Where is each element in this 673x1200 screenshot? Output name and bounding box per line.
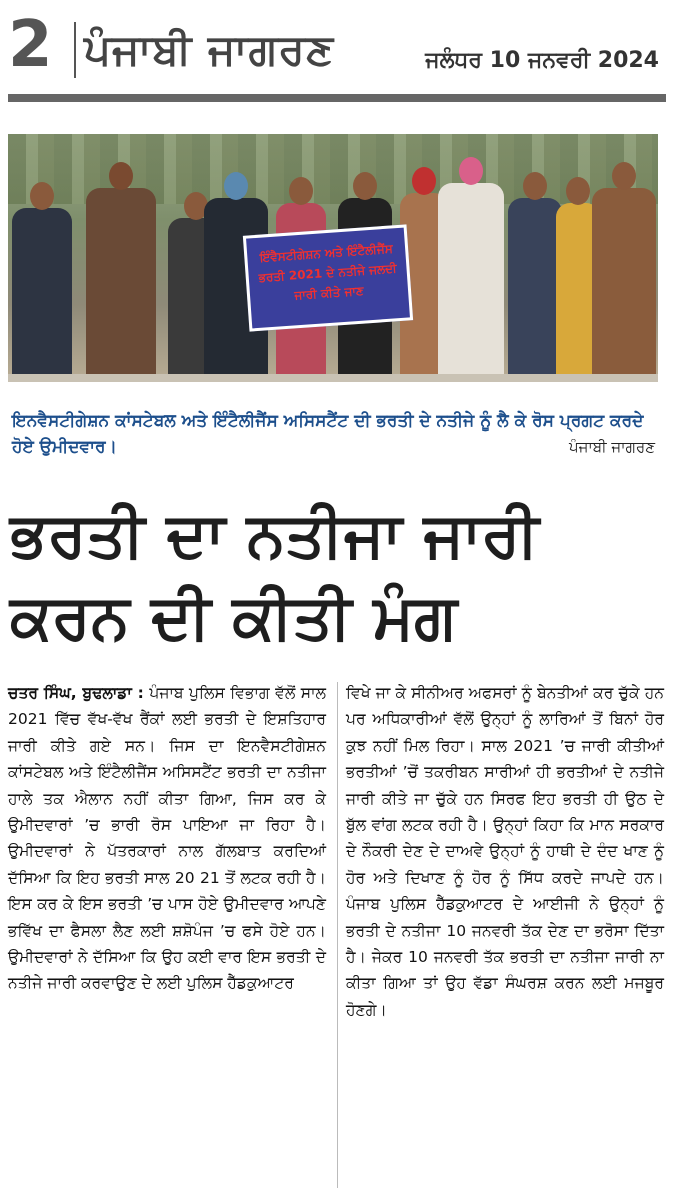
article-column-2 (346, 680, 664, 1023)
masthead-divider (74, 22, 76, 78)
masthead-rule (8, 94, 666, 102)
photo-person (86, 188, 156, 378)
masthead (0, 0, 673, 104)
byline: ਚਤਰ ਸਿੰਘ, ਬੁਢਲਾਡਾ : (8, 684, 144, 702)
photo-person (508, 198, 562, 378)
protest-banner: ਇੰਵੈਸਟੀਗੇਸ਼ਨ ਅਤੇ ਇੰਟੈਲੀਜੈਂਸ ਭਰਤੀ 2021 ਦੇ ਨਤੀਜੇ ਜਲਦੀ ਜਾਰੀ ਕੀਤੇ ਜਾਣ (243, 224, 413, 331)
news-photo (8, 134, 658, 378)
photo-caption: ਇਨਵੈਸਟੀਗੇਸ਼ਨ ਕਾਂਸਟੇਬਲ ਅਤੇ ਇੰਟੈਲੀਜੈਂਸ ਅਸਿਸਟੈਂਟ ਦੀ ਭਰਤੀ ਦੇ ਨਤੀਜੇ ਨੂੰ ਲੈ ਕੇ ਰੋਸ ਪ੍ਰਗਟ ਕਰਦੇ ਹੋਏ ਉਮੀਦਵਾਰ। (12, 411, 644, 457)
photo-person (438, 183, 504, 378)
photo-bottom-strip (8, 374, 658, 382)
dateline: ਜਲੰਧਰ 10 ਜਨਵਰੀ 2024 (425, 48, 659, 73)
photo-credit: ਪੰਜਾਬੀ ਜਾਗਰਣ (569, 438, 655, 456)
photo-person (592, 188, 656, 378)
article-column-1 (8, 680, 326, 997)
column-divider (337, 682, 338, 1188)
article-text-2: ਵਿਖੇ ਜਾ ਕੇ ਸੀਨੀਅਰ ਅਫਸਰਾਂ ਨੂੰ ਬੇਨਤੀਆਂ ਕਰ ਚੁੱਕੇ ਹਨ ਪਰ ਅਧਿਕਾਰੀਆਂ ਵੱਲੋਂ ਉਨ੍ਹਾਂ ਨੂੰ ਲਾਰਿਆਂ ਤੋਂ ਬਿਨਾਂ ਹੋਰ ਕੁਝ ਨਹੀਂ ਮਿਲ ਰਿਹਾ। ਸਾਲ 2021 ’ਚ ਜਾਰੀ ਕੀਤੀਆਂ ਭਰਤੀਆਂ ’ਚੋਂ ਤਕਰੀਬਨ ਸਾਰੀਆਂ ਹੀ ਭਰਤੀਆਂ ਦੇ ਨਤੀਜੇ ਜਾਰੀ ਕੀਤੇ ਜਾ ਚੁੱਕੇ ਹਨ ਸਿਰਫ ਇਹ ਭਰਤੀ ਹੀ ਉਠ ਦੇ ਬੁੱਲ ਵਾਂਗ ਲਟਕ ਰਹੀ ਹੈ। ਉਨ੍ਹਾਂ ਕਿਹਾ ਕਿ ਮਾਨ ਸਰਕਾਰ ਦੇ ਨੌਕਰੀ ਦੇਣ ਦੇ ਦਾਅਵੇ ਉਨ੍ਹਾਂ ਨੂੰ ਹਾਥੀ ਦੇ ਦੰਦ ਖਾਣ ਨੂੰ ਹੋਰ ਅਤੇ ਦਿਖਾਣ ਨੂੰ ਹੋਰ ਨੂੰ ਸਿੱਧ ਕਰਦੇ ਜਾਪਦੇ ਹਨ। ਪੰਜਾਬ ਪੁਲਿਸ ਹੈੱਡਕੁਆਟਰ ਦੇ ਆਈਜੀ ਨੇ ਉਨ੍ਹਾਂ ਨੂੰ ਭਰਤੀ ਦੇ ਨਤੀਜਾ 10 ਜਨਵਰੀ ਤੱਕ ਦੇਣ ਦਾ ਭਰੋਸਾ ਦਿੱਤਾ ਹੈ। ਜੇਕਰ 10 ਜਨਵਰੀ ਤੱਕ ਭਰਤੀ ਦਾ ਨਤੀਜਾ ਜਾਰੀ ਨਾ ਕੀਤਾ ਗਿਆ ਤਾਂ ਉਹ ਵੱਡਾ ਸੰਘਰਸ਼ ਕਰਨ ਲਈ ਮਜਬੂਰ ਹੋਣਗੇ। (346, 684, 664, 1019)
photo-person (12, 208, 72, 378)
article-text-1: ਪੰਜਾਬ ਪੁਲਿਸ ਵਿਭਾਗ ਵੱਲੋਂ ਸਾਲ 2021 ਵਿੱਚ ਵੱਖ-ਵੱਖ ਰੈਂਕਾਂ ਲਈ ਭਰਤੀ ਦੇ ਇਸ਼ਤਿਹਾਰ ਜਾਰੀ ਕੀਤੇ ਗਏ ਸਨ। ਜਿਸ ਦਾ ਇਨਵੈਸਟੀਗੇਸ਼ਨ ਕਾਂਸਟੇਬਲ ਅਤੇ ਇੰਟੈਲੀਜੈਂਸ ਅਸਿਸਟੈਂਟ ਭਰਤੀ ਦਾ ਨਤੀਜਾ ਹਾਲੇ ਤਕ ਐਲਾਨ ਨਹੀਂ ਕੀਤਾ ਗਿਆ, ਜਿਸ ਕਰ ਕੇ ਉਮੀਦਵਾਰਾਂ ’ਚ ਭਾਰੀ ਰੋਸ ਪਾਇਆ ਜਾ ਰਿਹਾ ਹੈ। ਉਮੀਦਵਾਰਾਂ ਨੇ ਪੱਤਰਕਾਰਾਂ ਨਾਲ ਗੱਲਬਾਤ ਕਰਦਿਆਂ ਦੱਸਿਆ ਕਿ ਇਹ ਭਰਤੀ ਸਾਲ 20 21 ਤੋਂ ਲਟਕ ਰਹੀ ਹੈ। ਇਸ ਕਰ ਕੇ ਇਸ ਭਰਤੀ ’ਚ ਪਾਸ ਹੋਏ ਉਮੀਦਵਾਰ ਆਪਣੇ ਭਵਿੱਖ ਦਾ ਫੈਸਲਾ ਲੈਣ ਲਈ ਸ਼ਸ਼ੋਪੰਜ ’ਚ ਫਸੇ ਹੋਏ ਹਨ। ਉਮੀਦਵਾਰਾਂ ਨੇ ਦੱਸਿਆ ਕਿ ਉਹ ਕਈ ਵਾਰ ਇਸ ਭਰਤੀ ਦੇ ਨਤੀਜੇ ਜਾਰੀ ਕਰਵਾਉਣ ਦੇ ਲਈ ਪੁਲਿਸ ਹੈੱਡਕੁਆਟਰ (8, 684, 326, 993)
page-number: 2 (8, 8, 53, 82)
headline: ਭਰਤੀ ਦਾ ਨਤੀਜਾ ਜਾਰੀ ਕਰਨ ਦੀ ਕੀਤੀ ਮੰਗ (10, 498, 539, 653)
newspaper-name: ਪੰਜਾਬੀ ਜਾਗਰਣ (84, 25, 335, 74)
